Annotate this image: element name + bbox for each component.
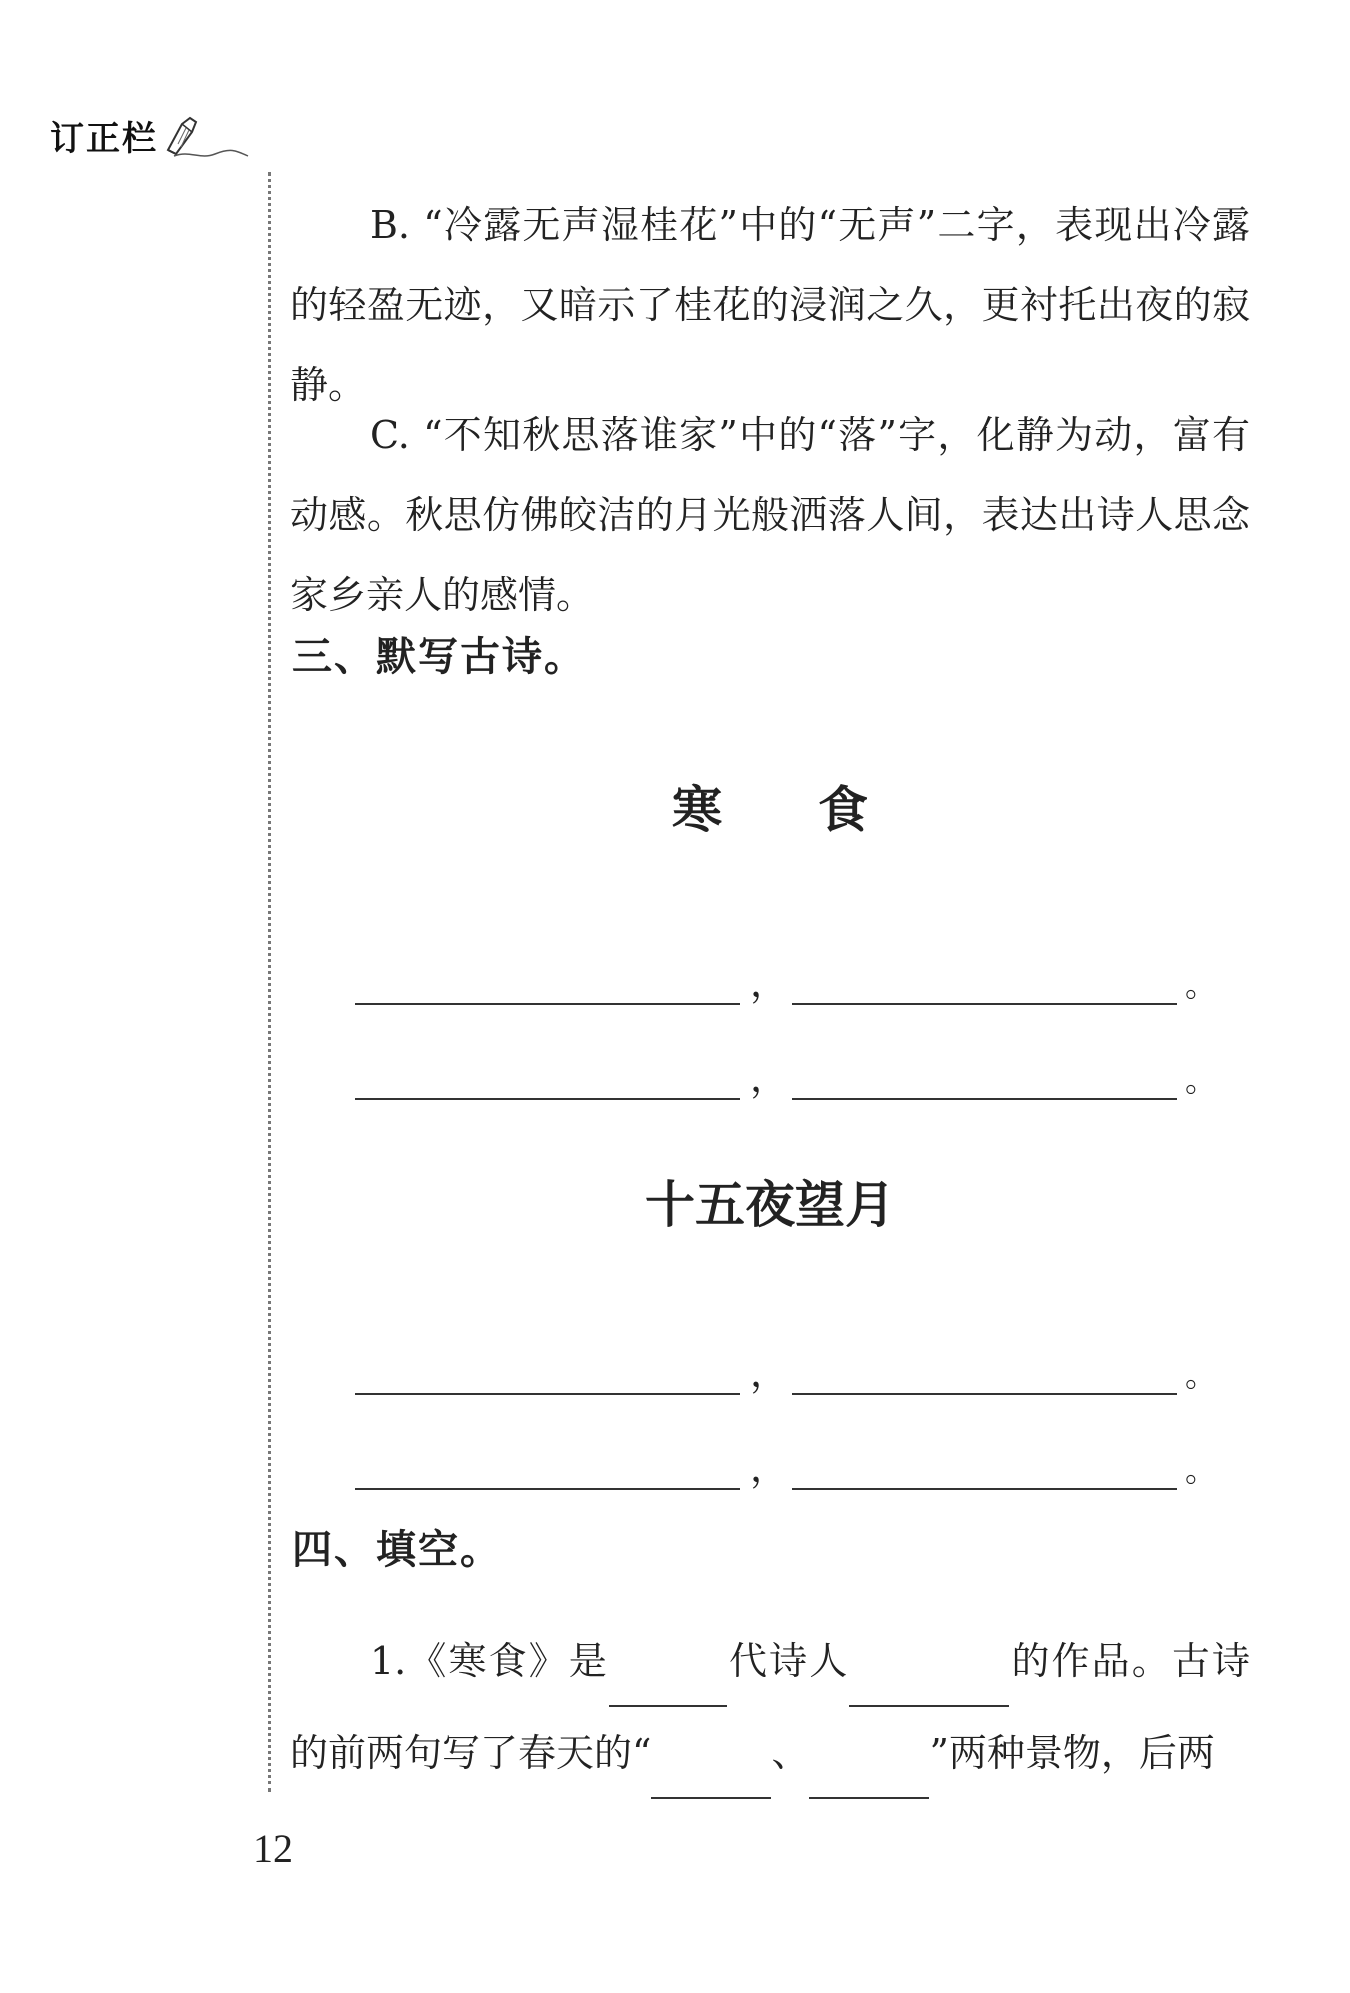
period: 。 — [1185, 1356, 1218, 1394]
option-c-text: C. “不知秋思落谁家”中的“落”字，化静为动，富有动感。秋思仿佛皎洁的月光般洒落人间，表达出诗人思念家乡亲人的感情。 — [290, 413, 1250, 617]
scenery-blank-1[interactable] — [651, 1749, 771, 1799]
answer-line-1 — [355, 945, 1217, 1005]
poet-blank[interactable] — [849, 1657, 1009, 1707]
correction-column-tag — [50, 110, 250, 160]
answer-blank[interactable] — [792, 1444, 1177, 1490]
fill-question-1 — [290, 1615, 1250, 1799]
option-b-paragraph — [290, 185, 1250, 425]
margin-dotted-rule — [268, 172, 271, 1792]
fill-mid1: 代诗人 — [726, 1639, 850, 1683]
answer-line-4 — [355, 1430, 1217, 1490]
answer-blank[interactable] — [792, 1349, 1177, 1395]
comma: ， — [750, 1446, 789, 1490]
fill-prefix: 1.《寒食》是 — [370, 1639, 609, 1683]
answer-blank[interactable] — [355, 1444, 740, 1490]
answer-blank[interactable] — [792, 959, 1177, 1005]
answer-line-2 — [355, 1040, 1217, 1100]
fill-mid2: 的作品。古诗的前两句写了春天的“ — [290, 1639, 1250, 1775]
scenery-blank-2[interactable] — [809, 1749, 929, 1799]
answer-line-3 — [355, 1335, 1217, 1395]
section-three-heading: 三、默写古诗。 — [292, 634, 586, 680]
answer-blank[interactable] — [792, 1054, 1177, 1100]
fill-suffix: ”两种景物，后两 — [929, 1731, 1215, 1775]
poem-title-shiwuye: 十五夜望月 — [645, 1175, 895, 1234]
answer-blank[interactable] — [355, 1349, 740, 1395]
option-c-paragraph — [290, 395, 1250, 635]
period: 。 — [1185, 1061, 1218, 1099]
comma: ， — [750, 1351, 789, 1395]
pencil-icon — [160, 110, 250, 160]
comma: ， — [750, 961, 789, 1005]
page-number: 12 — [253, 1826, 293, 1871]
poem-title-hanshi: 寒食 — [672, 780, 964, 839]
correction-column-label: 订正栏 — [50, 119, 158, 159]
section-four-heading: 四、填空。 — [292, 1527, 502, 1573]
answer-blank[interactable] — [355, 959, 740, 1005]
comma: ， — [750, 1056, 789, 1100]
period: 。 — [1185, 966, 1218, 1004]
dynasty-blank[interactable] — [609, 1657, 727, 1707]
fill-sep: 、 — [771, 1731, 810, 1775]
period: 。 — [1185, 1451, 1218, 1489]
option-b-text: B. “冷露无声湿桂花”中的“无声”二字，表现出冷露的轻盈无迹，又暗示了桂花的浸润之久，更衬托出夜的寂静。 — [290, 203, 1250, 407]
answer-blank[interactable] — [355, 1054, 740, 1100]
